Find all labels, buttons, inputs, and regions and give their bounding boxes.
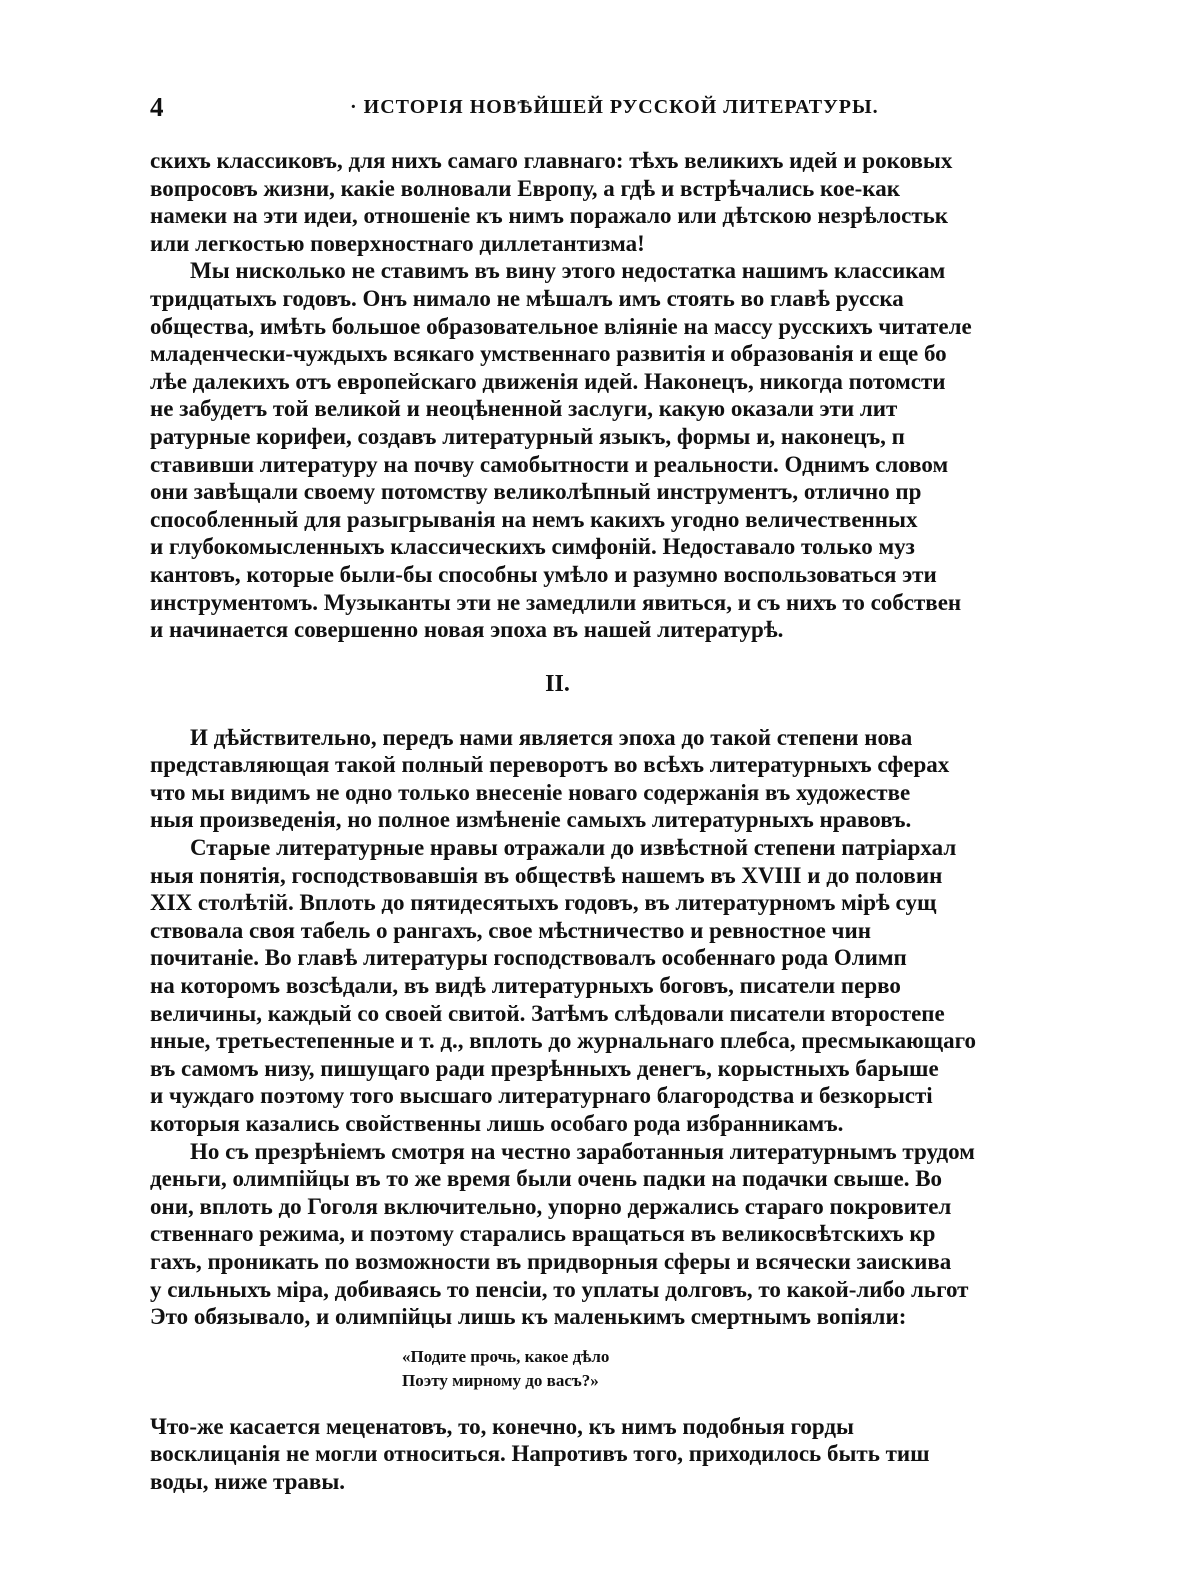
page-header <box>150 92 1040 122</box>
text-line: Что-же касается меценатовъ, то, конечно, къ нимъ подобныя горды <box>150 1413 854 1439</box>
paragraph <box>150 147 1055 257</box>
text-line: способленный для разыгрыванія на немъ какихъ угодно величественных <box>150 506 918 532</box>
text-line: представляющая такой полный переворотъ во всѣхъ литературныхъ сферах <box>150 752 950 778</box>
text-line: въ самомъ низу, пишущаго ради презрѣнныхъ денегъ, корыстныхъ барыше <box>150 1055 939 1081</box>
paragraph <box>150 724 1055 834</box>
text-line: ставивши литературу на почву самобытности и реальности. Однимъ словом <box>150 451 949 477</box>
text-line: почитаніе. Во главѣ литературы господствовалъ особеннаго рода Олимп <box>150 945 907 971</box>
text-line: кантовъ, которые были-бы способны умѣло и разумно воспользоваться эти <box>150 561 937 587</box>
text-line: общества, имѣть большое образовательное вліяніе на массу русскихъ читателе <box>150 313 972 339</box>
text-line: величины, каждый со своей свитой. Затѣмъ слѣдовали писатели второстепе <box>150 1000 945 1026</box>
text-line: на которомъ возсѣдали, въ видѣ литературныхъ боговъ, писатели перво <box>150 973 901 999</box>
text-line: Но съ презрѣніемъ смотря на честно заработанныя литературнымъ трудом <box>190 1138 975 1164</box>
text-line: деньги, олимпійцы въ то же время были очень падки на подачки свыше. Во <box>150 1166 943 1192</box>
text-line: и глубокомысленныхъ классическихъ симфоній. Недоставало только муз <box>150 534 915 560</box>
text-line: лѣе далекихъ отъ европейскаго движенія идей. Наконецъ, никогда потомсти <box>150 368 946 394</box>
text-line: ныя произведенія, но полное измѣненіе самыхъ литературныхъ нравовъ. <box>150 807 912 833</box>
text-line: тридцатыхъ годовъ. Онъ нимало не мѣшалъ имъ стоять во главѣ русска <box>150 285 904 311</box>
text-block-bottom <box>150 724 1055 1331</box>
text-line: намеки на эти идеи, отношеніе къ нимъ поражало или дѣтскою незрѣлостьк <box>150 203 949 229</box>
text-line: у сильныхъ міра, добиваясь то пенсіи, то уплаты долговъ, то какой-либо льгот <box>150 1276 969 1302</box>
text-line: они завѣщали своему потомству великолѣпный инструментъ, отлично пр <box>150 479 922 505</box>
text-line: и чуждаго поэтому того высшаго литературнаго благородства и безкорысті <box>150 1083 933 1109</box>
text-line: ственнаго режима, и поэтому старались вращаться въ великосвѣтскихъ кр <box>150 1221 936 1247</box>
text-line: что мы видимъ не одно только внесеніе новаго содержанія въ художестве <box>150 779 911 805</box>
text-block-final <box>150 1413 1055 1496</box>
running-title: · ИСТОРІЯ НОВѢЙШЕЙ РУССКОЙ ЛИТЕРАТУРЫ. <box>350 96 879 118</box>
text-line: не забудетъ той великой и неоцѣненной заслуги, какую оказали эти лит <box>150 396 898 422</box>
text-line: Мы нисколько не ставимъ въ вину этого недостатка нашимъ классикам <box>190 258 946 284</box>
text-line: которыя казались свойственны лишь особаго рода избранникамъ. <box>150 1111 844 1136</box>
text-line: и начинается совершенно новая эпоха въ нашей литературѣ. <box>150 617 784 643</box>
poem-line: Поэту мирному до васъ?» <box>402 1370 599 1390</box>
text-line: скихъ классиковъ, для нихъ самаго главнаго: тѣхъ великихъ идей и роковых <box>150 148 953 173</box>
text-line: они, вплоть до Гоголя включительно, упорно держались стараго покровител <box>150 1193 952 1219</box>
poem-quote <box>150 1345 1055 1393</box>
paragraph <box>150 257 1055 643</box>
text-line: вопросовъ жизни, какіе волновали Европу, а гдѣ и встрѣчались кое-как <box>150 175 900 201</box>
text-line: воды, ниже травы. <box>150 1468 346 1494</box>
text-line: ратурные корифеи, создавъ литературный языкъ, формы и, наконецъ, п <box>150 423 905 449</box>
text-line: ствовала своя табель о рангахъ, свое мѣстничество и ревностное чин <box>150 917 872 943</box>
text-line: ныя понятія, господствовавшія въ обществѣ нашемъ въ XVIII и до половин <box>150 862 943 888</box>
text-line: И дѣйствительно, передъ нами является эпоха до такой степени нова <box>190 724 913 750</box>
text-line: Старые литературные нравы отражали до извѣстной степени патріархал <box>190 835 957 861</box>
text-line: младенчески-чуждыхъ всякаго умственнаго развитія и образованія и еще бо <box>150 341 947 367</box>
section-heading: II. <box>545 670 570 697</box>
text-line: восклицанія не могли относиться. Напротивъ того, приходилось быть тиш <box>150 1441 930 1467</box>
text-line: XIX столѣтій. Вплоть до пятидесятыхъ годовъ, въ литературномъ мірѣ сущ <box>150 890 937 916</box>
body-text <box>150 147 1055 1496</box>
text-line: нные, третьестепенные и т. д., вплоть до журнальнаго плебса, пресмыкающаго <box>150 1028 976 1054</box>
paragraph <box>150 834 1055 1138</box>
poem-line: «Подите прочь, какое дѣло <box>402 1346 610 1366</box>
text-line: Это обязывало, и олимпійцы лишь къ маленькимъ смертнымъ вопіяли: <box>150 1304 907 1330</box>
paragraph <box>150 1138 1055 1331</box>
text-line: гахъ, проникать по возможности въ придворныя сферы и всячески заискива <box>150 1248 952 1274</box>
page-number: 4 <box>150 92 164 122</box>
text-block-top <box>150 147 1055 644</box>
text-line: инструментомъ. Музыканты эти не замедлили явиться, и съ нихъ то собствен <box>150 589 962 615</box>
text-line: или легкостью поверхностнаго диллетантизма! <box>150 230 645 256</box>
